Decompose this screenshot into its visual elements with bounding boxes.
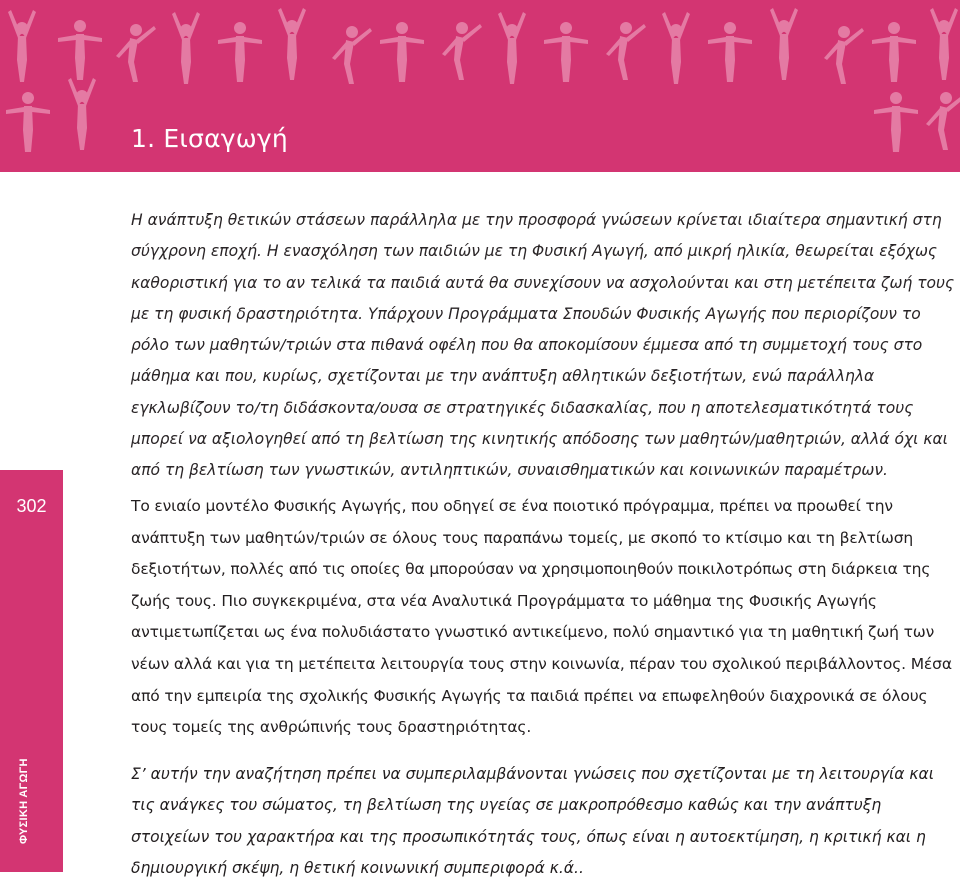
chapter-header-band <box>0 0 960 172</box>
exercising-person-icon <box>116 24 156 82</box>
page-number: 302 <box>16 496 47 516</box>
exercising-person-icon <box>6 92 50 152</box>
closing-paragraph: Σ’ αυτήν την αναζήτηση πρέπει να συμπεριλαμβάνονται γνώσεις που σχετίζονται με τη λειτουργία και τις ανάγκες του σώματος, τη βελτίωση της υγείας σε μακροπρόθεσμο καθώς και την ανάπτυξη στοιχείων του χαρακτήρα και της προσωπικότητάς τους, όπως είναι η αυτοεκτίμηση, η κριτική και η δημιουργική σκέψη, η θετική κοινωνική συμπεριφορά κ.ά.. <box>131 765 935 877</box>
exercising-person-icon <box>58 20 102 80</box>
exercising-person-icon <box>8 10 36 82</box>
side-bar <box>0 470 63 872</box>
exercising-person-icon <box>442 22 482 80</box>
exercising-person-icon <box>68 78 96 150</box>
exercising-person-icon <box>380 22 424 82</box>
exercising-person-icon <box>498 12 526 84</box>
body-paragraph: Το ενιαίο μοντέλο Φυσικής Αγωγής, που οδηγεί σε ένα ποιοτικό πρόγραμμα, πρέπει να προωθεί την ανάπτυξη των μαθητών/τριών σε όλους τους παραπάνω τομείς, με σκοπό το κτίσιμο και τη βελτίωση δεξιοτήτων, πολλές από τις οποίες θα μπορούσαν να χρησιμοποιηθούν ποικιλοτρόπως στη διάρκεια της ζωής τους. Πιο συγκεκριμένα, στα νέα Αναλυτικά Προγράμματα το μάθημα της Φυσικής Αγωγής αντιμετωπίζεται ως ένα πολυδιάστατο γνωστικό αντικείμενο, πολύ σημαντικό για τη μαθητική ζωή των νέων αλλά και για τη μετέπειτα λειτουργία τους στην κοινωνία, πέραν του σχολικού περιβάλλοντος. Μέσα από την εμπειρία της σχολικής Φυσικής Αγωγής τα παιδιά πρέπει να επωφεληθούν διαχρονικά σε όλους τους τομείς της ανθρώπινής τους δραστηριότητας. <box>131 497 952 737</box>
exercising-person-icon <box>930 8 958 80</box>
exercising-person-icon <box>544 22 588 82</box>
exercising-person-icon <box>606 22 646 80</box>
exercising-person-icon <box>874 92 918 152</box>
exercising-person-icon <box>872 22 916 82</box>
exercising-person-icon <box>278 8 306 80</box>
exercising-person-icon <box>218 22 262 82</box>
exercising-person-icon <box>332 26 372 84</box>
section-vertical-label: ΦΥΣΙΚΗ ΑΓΩΓΗ <box>18 758 30 844</box>
exercising-person-icon <box>770 8 798 80</box>
chapter-title: 1. Εισαγωγή <box>131 124 288 153</box>
exercising-person-icon <box>824 26 864 84</box>
exercising-person-icon <box>662 12 690 84</box>
exercising-person-icon <box>926 92 960 150</box>
exercising-person-icon <box>708 22 752 82</box>
intro-paragraph: Η ανάπτυξη θετικών στάσεων παράλληλα με την προσφορά γνώσεων κρίνεται ιδιαίτερα σημαντική στη σύγχρονη εποχή. Η ενασχόληση των παιδιών με τη Φυσική Αγωγή, από μικρή ηλικία, θεωρείται εξόχως καθοριστική για το αν τελικά τα παιδιά αυτά θα συνεχίσουν να ασχολούνται και στη μετέπειτα ζωή τους με τη φυσική δραστηριότητα. Υπάρχουν Προγράμματα Σπουδών Φυσικής Αγωγής που περιορίζουν το ρόλο των μαθητών/τριών στα πιθανά οφέλη που θα αποκομίσουν έμμεσα από τη συμμετοχή τους στο μάθημα και που, κυρίως, σχετίζονται με την ανάπτυξη αθλητικών δεξιοτήτων, ενώ παράλληλα εγκλωβίζουν το/τη διδάσκοντα/ουσα σε στρατηγικές διδασκαλίας, που η αποτελεσματικότητά τους μπορεί να αξιολογηθεί από τη βελτίωση της κινητικής απόδοσης των μαθητών/μαθητριών, αλλά όχι και από τη βελτίωση των γνωστικών, αντιληπτικών, συναισθηματικών και κοινωνικών παραμέτρων. <box>131 211 955 480</box>
exercising-person-icon <box>172 12 200 84</box>
